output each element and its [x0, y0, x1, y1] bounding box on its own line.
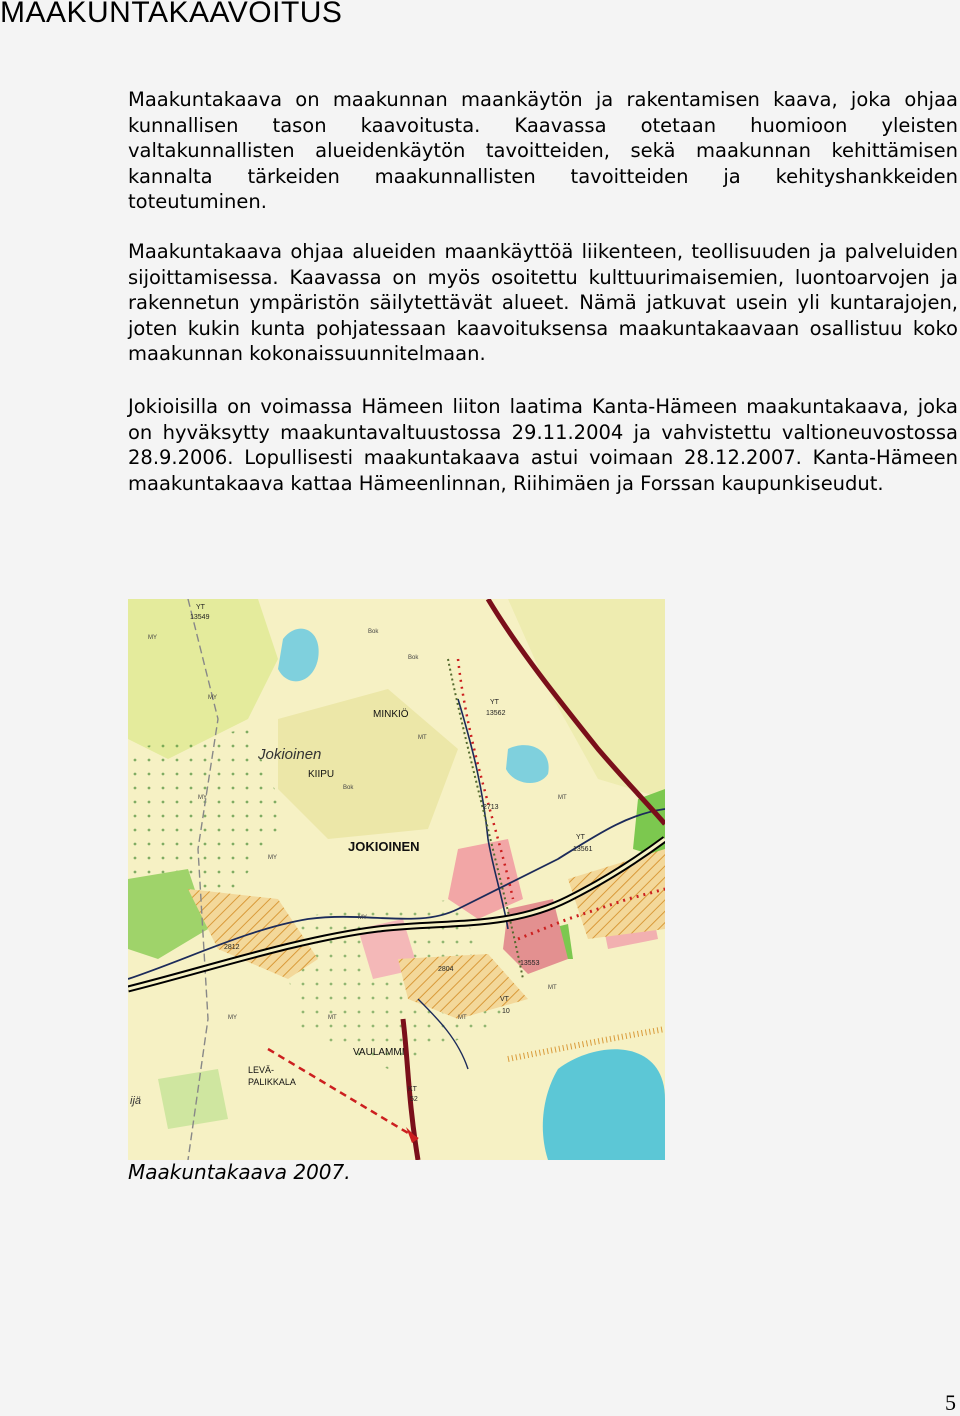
code-13561: 13561	[573, 846, 593, 853]
code-m3: Bok	[368, 629, 379, 635]
code-m12: MY	[268, 855, 277, 861]
page-number: 5	[945, 1390, 956, 1415]
code-m8: MY	[358, 915, 367, 921]
label-ija: ijä	[130, 1095, 142, 1107]
code-13553: 13553	[520, 960, 540, 967]
code-yt-2: YT	[490, 699, 499, 706]
code-2804: 2804	[438, 966, 454, 973]
label-vaulammi: VAULAMMI	[353, 1047, 405, 1058]
code-13562: 13562	[486, 710, 506, 717]
code-13549: 13549	[190, 614, 210, 621]
code-m6: MY	[198, 795, 207, 801]
code-kt: KT	[408, 1086, 417, 1093]
paragraph-2: Maakuntakaava ohjaa alueiden maankäyttöä liikenteen, teollisuuden ja palveluiden sijoittamisessa. Kaavassa on myös osoitettu kulttuurimaisemien, luontoarvojen ja rakennetun ympäristön säilytettävät alueet. Nämä jatkuvat usein yli kuntarajojen, joten kukin kunta pohjatessaan kaavoituksensa maakuntakaavaan osallistuu koko maakunnan kokonaissuunnitelmaan.	[128, 240, 958, 365]
code-m5: Bok	[343, 785, 354, 791]
code-m13: MT	[558, 795, 567, 801]
paragraph-3: Jokioisilla on voimassa Hämeen liiton laatima Kanta-Hämeen maakuntakaava, joka on hyväksytty maakuntavaltuustossa 29.11.2004 ja vahvistettu valtioneuvostossa 28.9.2006. Lopullisesti maakuntakaava astui voimaan 28.12.2007. Kanta-Hämeen maakuntakaava kattaa Hämeenlinnan, Riihimäen ja Forssan kaupunkiseudut.	[128, 395, 958, 495]
page-title: MAAKUNTAKAAVOITUS	[0, 0, 343, 29]
code-m1: MY	[148, 635, 157, 641]
code-2713: 2713	[483, 804, 499, 811]
code-m4: MY	[208, 695, 217, 701]
code-m11: MT	[328, 1015, 337, 1021]
label-kiipu: KIIPU	[308, 769, 335, 780]
code-m2: MT	[418, 735, 427, 741]
label-palikkala: PALIKKALA	[248, 1077, 296, 1087]
label-minkio: MINKIÖ	[373, 709, 409, 720]
code-yt-1: YT	[196, 604, 205, 611]
regional-plan-map	[128, 599, 665, 1160]
label-jokioinen-caps: JOKIOINEN	[348, 839, 420, 854]
map-caption: Maakuntakaava 2007.	[128, 1160, 351, 1184]
code-52: 52	[410, 1096, 418, 1103]
label-jokioinen: Jokioinen	[258, 746, 322, 763]
code-m10: Bok	[408, 655, 419, 661]
label-leva: LEVÄ-	[248, 1065, 275, 1075]
code-m9: MT	[458, 1015, 467, 1021]
paragraph-1: Maakuntakaava on maakunnan maankäytön ja rakentamisen kaava, joka ohjaa kunnallisen tason kaavoitusta. Kaavassa otetaan huomioon yleisten valtakunnallisten alueidenkäytön tavoitteiden, sekä maakunnan kehittämisen kannalta tärkeiden maakunnallisten tavoitteiden ja kehityshankkeiden toteutuminen.	[128, 88, 958, 213]
code-m14: MY	[228, 1015, 237, 1021]
code-vt: VT	[500, 996, 509, 1003]
code-10: 10	[502, 1008, 510, 1015]
green-area-4	[158, 1069, 228, 1129]
code-yt-3: YT	[576, 834, 585, 841]
code-m7: MT	[548, 985, 557, 991]
code-2812: 2812	[224, 944, 240, 951]
